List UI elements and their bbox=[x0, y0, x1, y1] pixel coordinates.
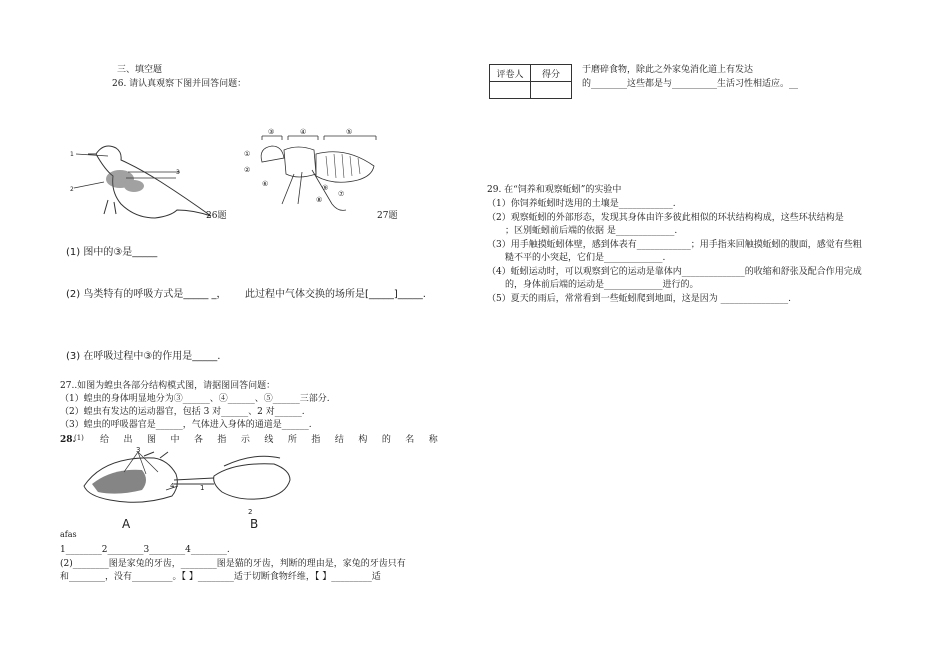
q29-part3b: 糙不平的小突起，它们是_____________. bbox=[505, 253, 666, 263]
grade-table-header-grader: 评卷人 bbox=[490, 65, 531, 82]
q27-part1: （1）蝗虫的身体明显地分为③______、④______、⑤______三部分. bbox=[60, 394, 330, 404]
q27-intro: 27..如图为蝗虫各部分结构模式图，请据图回答问题： bbox=[60, 381, 276, 391]
fig28-label-1: 1 bbox=[200, 484, 205, 492]
grade-table-header-score: 得分 bbox=[531, 65, 572, 82]
locust-figure bbox=[240, 128, 380, 218]
score-cell[interactable] bbox=[531, 82, 572, 99]
q29-part2b: ；区别蚯蚓前后端的依据 是_____________. bbox=[505, 226, 678, 236]
q29-part5: （5）夏天的雨后，常常看到一些蚯蚓爬到地面，这是因为 _______________. bbox=[487, 294, 791, 304]
q26-part2b: 此过程中气体交换的场所是[_____]_____. bbox=[245, 289, 426, 300]
q26-part2a: (2) 鸟类特有的呼吸方式是_____ _， bbox=[66, 289, 227, 300]
q26-part1: (1) 图中的③是_____ bbox=[66, 247, 158, 258]
q29-part2a: （2）观察蚯蚓的外部形态，发现其身体由许多彼此相似的环状结构构成，这些环状结构是 bbox=[487, 213, 844, 223]
fig27-label-4: ④ bbox=[300, 128, 307, 136]
fig27-label-5: ⑤ bbox=[346, 128, 353, 136]
fig27-label-9: ⑨ bbox=[322, 184, 329, 192]
q27-part2: （2）蝗虫有发达的运动器官，包括 3 对______、2 对______. bbox=[60, 407, 305, 417]
right-top-line1: 于磨碎食物，除此之外家兔消化道上有发达 bbox=[582, 65, 754, 75]
q28-number: 28. bbox=[60, 435, 76, 445]
right-top-line2: 的________这些都是与__________生活习性相适应。__ bbox=[582, 79, 799, 89]
fig28-label-4: 4 bbox=[170, 482, 175, 490]
q26-intro: 26. 请认真观察下图并回答问题： bbox=[112, 79, 247, 89]
fig27-label-2: ② bbox=[244, 166, 251, 174]
fig27-label-3: ③ bbox=[268, 128, 275, 136]
q29-title: 29. 在“饲养和观察蚯蚓”的实验中 bbox=[487, 185, 622, 195]
fig27-label-8: ⑧ bbox=[316, 196, 323, 204]
q28-sub: (1) bbox=[74, 434, 84, 442]
q28-part2-line1: (2)________图是家兔的牙齿，________图是猫的牙齿，判断的理由是，家兔的牙齿只有 bbox=[60, 559, 406, 569]
svg-text:1: 1 bbox=[70, 151, 74, 158]
q29-part4a: （4）蚯蚓运动时，可以观察到它的运动是靠体内______________的收缩和舒张及配合作用完成 bbox=[487, 267, 862, 277]
q27-part3: （3）蝗虫的呼吸器官是______，气体进入身体的通道是______. bbox=[60, 420, 312, 430]
section-heading: 三、填空题 bbox=[117, 65, 163, 75]
fig27-label-7: ⑦ bbox=[338, 190, 345, 198]
fig28-label-B: B bbox=[250, 517, 259, 530]
stray-text: afas bbox=[60, 530, 77, 539]
fig26-caption: 26题 bbox=[206, 211, 227, 221]
fig27-label-1: ① bbox=[244, 150, 251, 158]
q29-part1: （1）你饲养蚯蚓时选用的土壤是____________. bbox=[487, 199, 676, 209]
q26-part3: (3) 在呼吸过程中③的作用是_____. bbox=[66, 351, 221, 362]
fig27-label-6: ⑥ bbox=[262, 180, 269, 188]
svg-text:2: 2 bbox=[70, 186, 74, 193]
fig27-caption: 27题 bbox=[377, 211, 398, 221]
q28-part2-line2: 和________，没有_________。【 】________适于切断食物纤维，【 】_________适 bbox=[60, 572, 381, 582]
fig28-label-3: 3 bbox=[136, 446, 141, 454]
q29-part4b: 的，身体前后端的运动是_____________进行的。 bbox=[505, 280, 699, 290]
svg-text:3: 3 bbox=[176, 169, 180, 176]
grader-cell[interactable] bbox=[490, 82, 531, 99]
teeth-figure bbox=[74, 446, 304, 530]
fig28-label-A: A bbox=[122, 517, 131, 530]
fig28-label-2: 2 bbox=[248, 508, 253, 516]
q28-blanks: 1________2________3________4________. bbox=[60, 545, 230, 555]
grade-table bbox=[489, 64, 572, 99]
q28-spaced-line: 给 出 图 中 各 指 示 线 所 指 结 构 的 名 称 bbox=[100, 435, 438, 445]
q29-part3a: （3）用手触摸蚯蚓体壁，感到体表有____________；用手指来回触摸蚯蚓的腹面，感觉有些粗 bbox=[487, 240, 862, 250]
bird-figure bbox=[68, 134, 218, 220]
